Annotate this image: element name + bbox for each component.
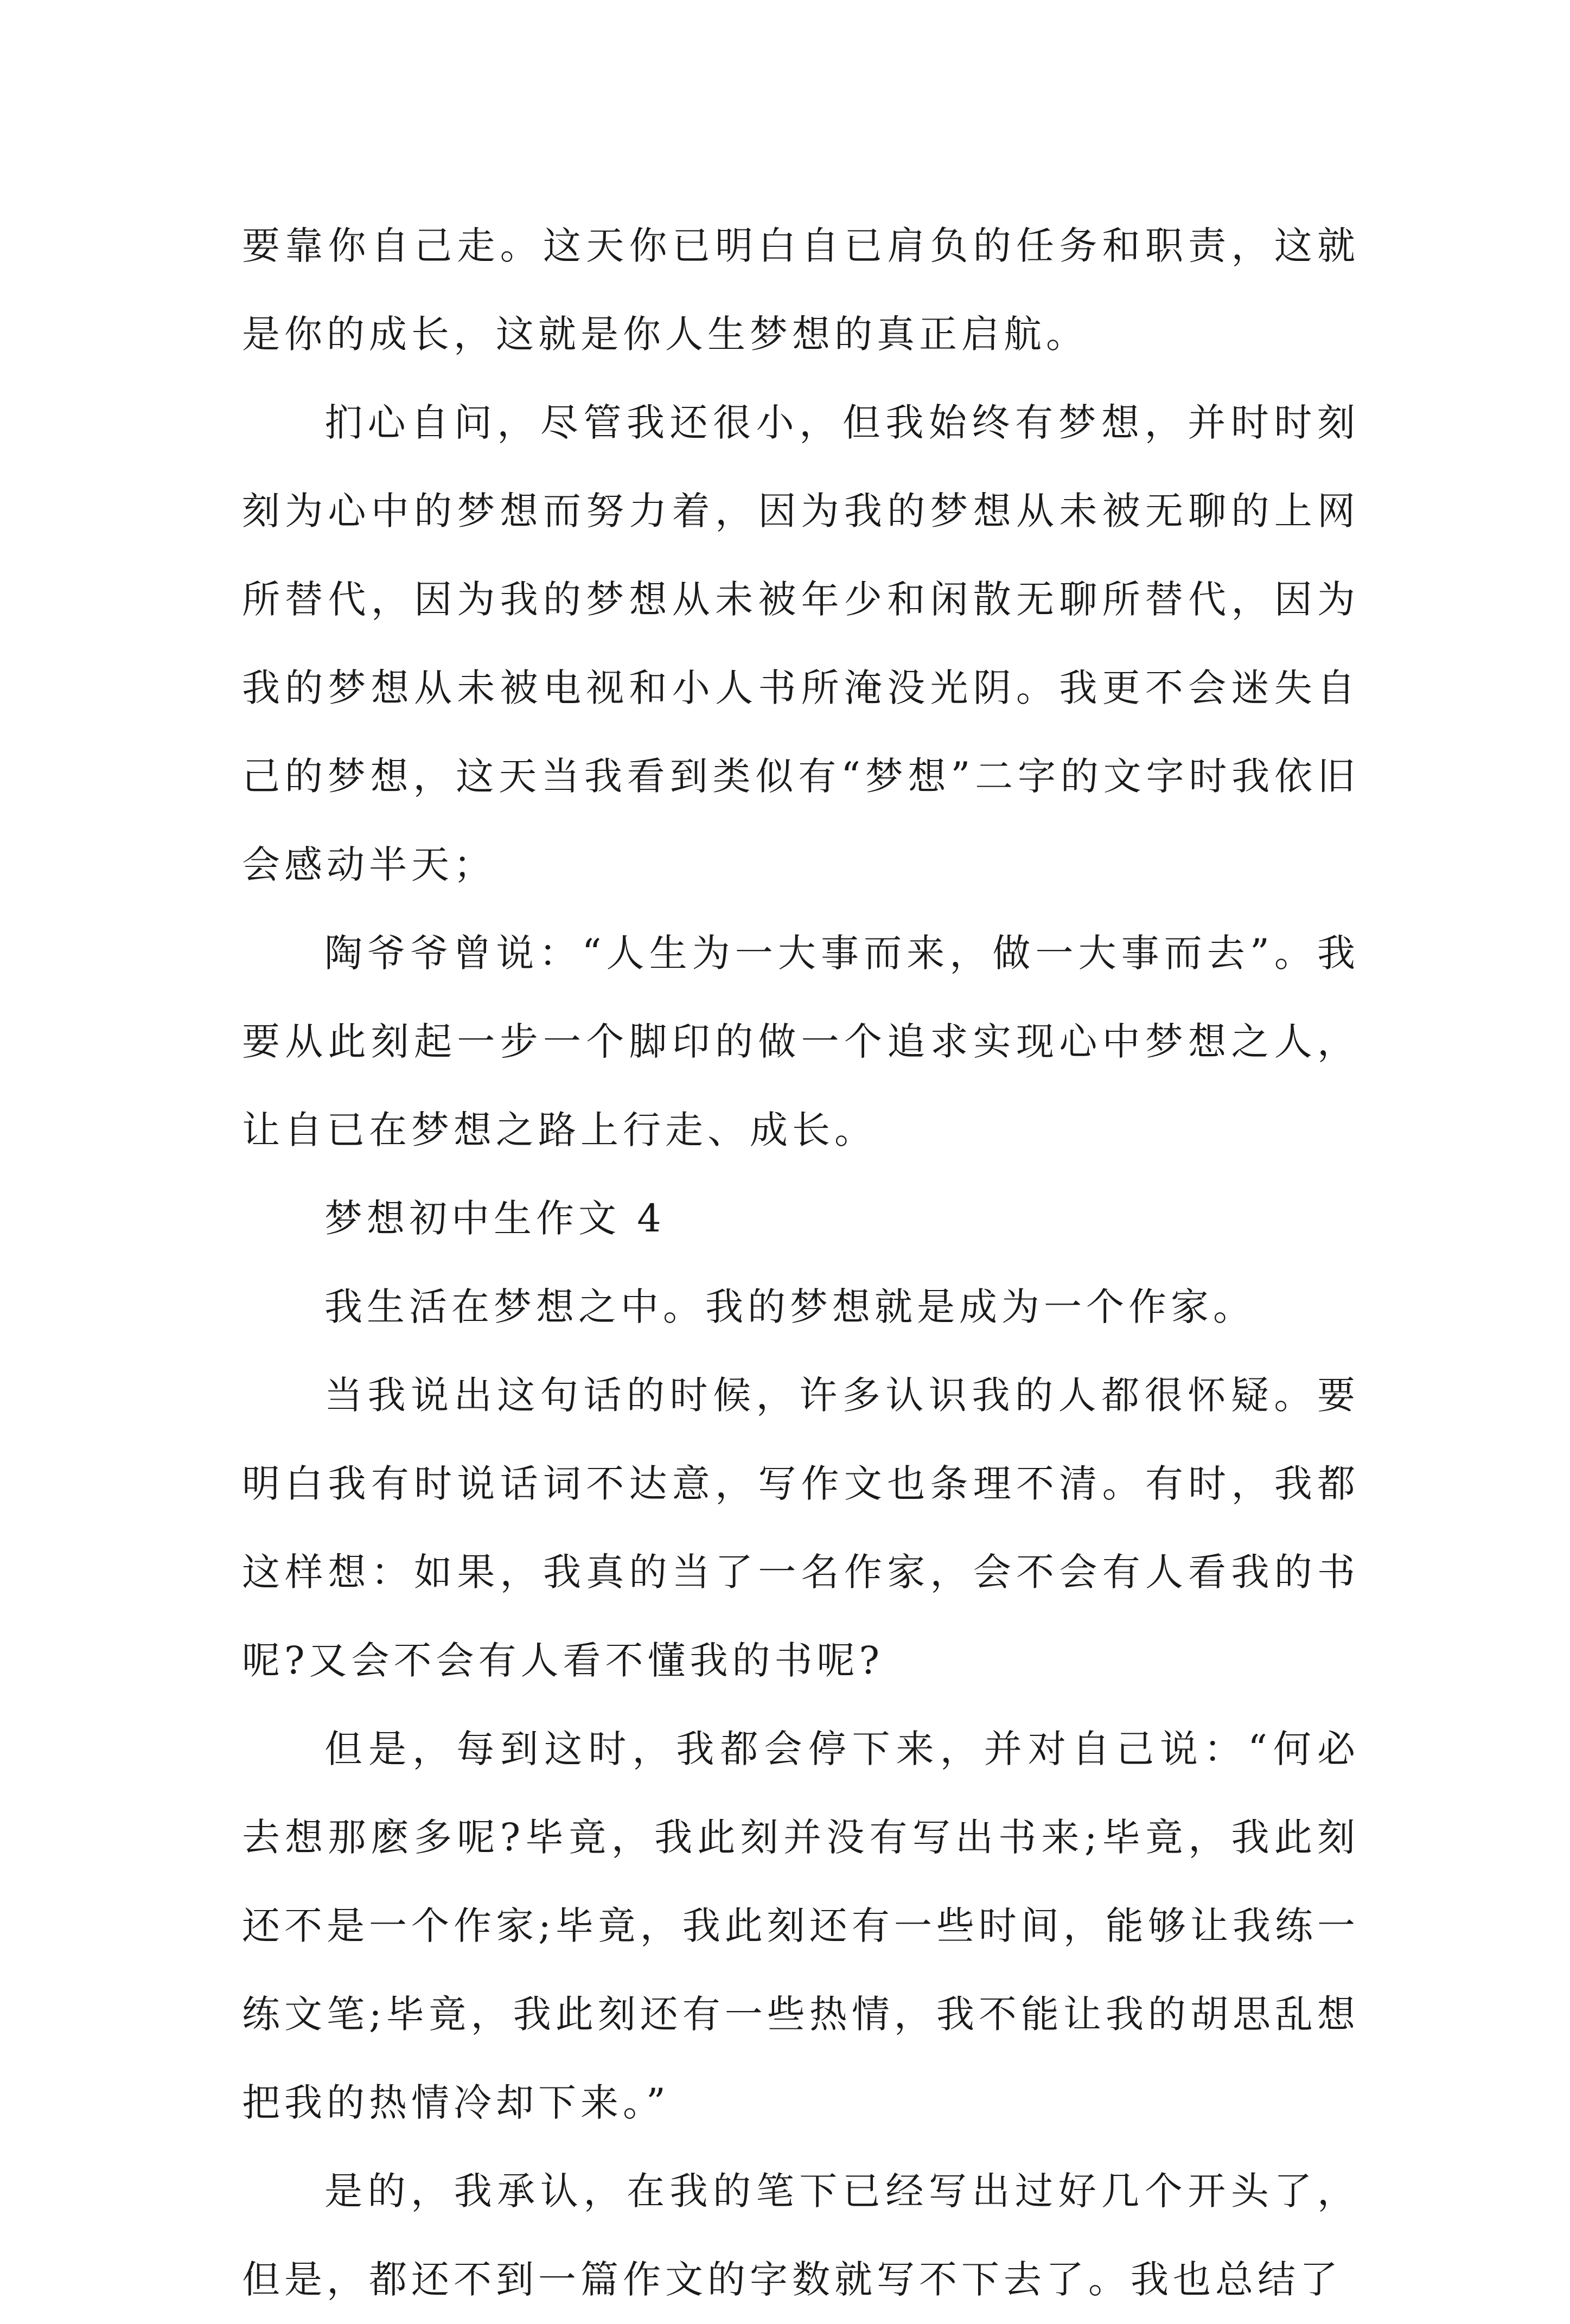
document-body [242, 202, 1360, 2324]
paragraph: 要靠你自己走。这天你已明白自已肩负的任务和职责，这就是你的成长，这就是你人生梦想的真正启航。 [242, 224, 1360, 356]
paragraph: 是的，我承认，在我的笔下已经写出过好几个开头了，但是，都还不到一篇作文的字数就写不下去了。我也总结了 [242, 2169, 1360, 2302]
paragraph: 陶爷爷曾说：“人生为一大事而来，做一大事而去”。我要从此刻起一步一个脚印的做一个追求实现心中梦想之人，让自已在梦想之路上行走、成长。 [242, 931, 1360, 1152]
paragraph: 我生活在梦想之中。我的梦想就是成为一个作家。 [324, 1285, 1255, 1329]
essay-heading: 梦想初中生作文 4 [324, 1196, 666, 1241]
paragraph: 但是，每到这时，我都会停下来，并对自己说：“何必去想那麽多呢?毕竟，我此刻并没有写出书来;毕竟，我此刻还不是一个作家;毕竟，我此刻还有一些时间，能够让我练一练文笔;毕竟，我此刻还有一些热情，我不能让我的胡思乱想把我的热情冷却下来。” [242, 1727, 1360, 2125]
paragraph: 当我说出这句话的时候，许多认识我的人都很怀疑。要明白我有时说话词不达意，写作文也条理不清。有时，我都这样想：如果，我真的当了一名作家，会不会有人看我的书呢?又会不会有人看不懂我的书呢? [242, 1373, 1360, 1683]
paragraph: 扪心自问，尽管我还很小，但我始终有梦想，并时时刻刻为心中的梦想而努力着，因为我的梦想从未被无聊的上网所替代，因为我的梦想从未被年少和闲散无聊所替代，因为我的梦想从未被电视和小人书所淹没光阴。我更不会迷失自己的梦想，这天当我看到类似有“梦想”二字的文字时我依旧会感动半天； [242, 400, 1360, 887]
